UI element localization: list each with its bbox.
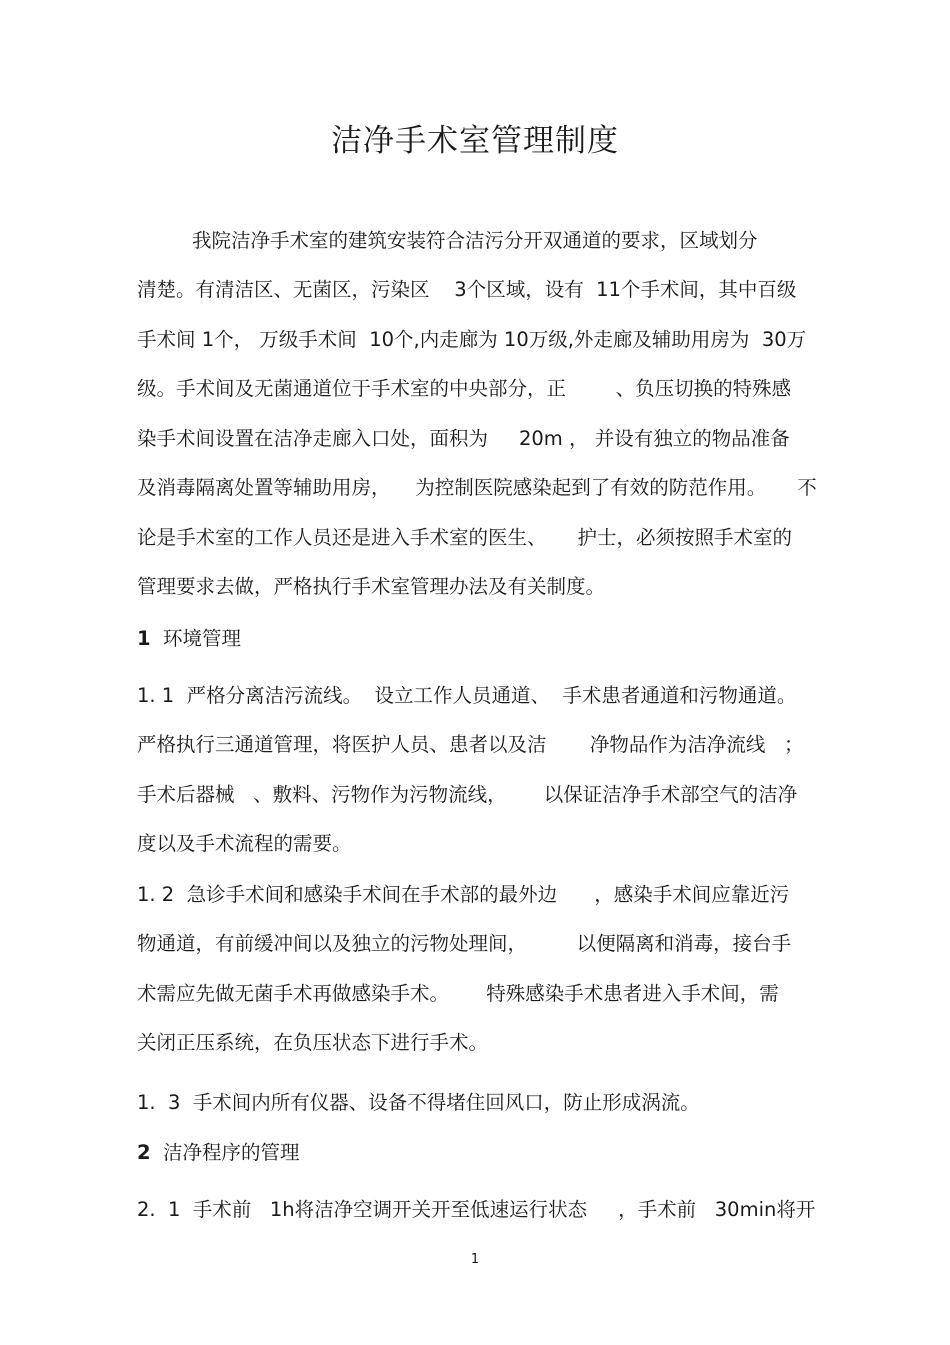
paragraph-line: 我院洁净手术室的建筑安装符合洁污分开双通道的要求，区域划分 [192, 229, 758, 252]
paragraph-line: 清楚。有清洁区、无菌区，污染区 3个区域，设有 11个手术间，其中百级 [137, 278, 797, 301]
paragraph-line: 1. 3 手术间内所有仪器、设备不得堵住回风口，防止形成涡流。 [137, 1091, 700, 1114]
paragraph-line: 及消毒隔离处置等辅助用房， 为控制医院感染起到了有效的防范作用。 不 [137, 476, 817, 499]
paragraph-line: 2. 1 手术前 1h将洁净空调开关开至低速运行状态 ，手术前 30min将开 [137, 1198, 816, 1221]
paragraph-line: 染手术间设置在洁净走廊入口处，面积为 20m ， 并设有独立的物品准备 [137, 427, 790, 450]
paragraph-line: 1. 2 急诊手术间和感染手术间在手术部的最外边 ，感染手术间应靠近污 [137, 883, 790, 906]
paragraph-line: 手术间 1个， 万级手术间 10个,内走廊为 10万级,外走廊及辅助用房为 30万 [137, 328, 807, 351]
paragraph-line: 手术后器械 、敷料、污物作为污物流线， 以保证洁净手术部空气的洁净 [137, 783, 798, 806]
section-title: 环境管理 [162, 627, 241, 650]
paragraph-line: 度以及手术流程的需要。 [137, 832, 352, 855]
section-heading-1 [137, 624, 241, 654]
section-number: 1 [137, 627, 151, 650]
paragraph-line: 术需应先做无菌手术再做感染手术。 特殊感染手术患者进入手术间，需 [137, 982, 779, 1005]
section-heading-2 [137, 1138, 300, 1168]
paragraph-line: 严格执行三通道管理，将医护人员、患者以及洁 净物品作为洁净流线 ； [137, 733, 804, 756]
paragraph-line: 1. 1 严格分离洁污流线。 设立工作人员通道、 手术患者通道和污物通道。 [137, 684, 797, 707]
section-number: 2 [137, 1141, 151, 1164]
paragraph-line: 论是手术室的工作人员还是进入手术室的医生、 护士，必须按照手术室的 [137, 526, 792, 549]
paragraph-line: 级。手术间及无菌通道位于手术室的中央部分，正 、负压切换的特殊感 [137, 377, 792, 400]
page-number: 1 [470, 1252, 480, 1267]
paragraph-line: 管理要求去做，严格执行手术室管理办法及有关制度。 [137, 575, 606, 598]
section-title: 洁净程序的管理 [162, 1141, 300, 1164]
paragraph-line: 关闭正压系统，在负压状态下进行手术。 [137, 1031, 489, 1054]
document-title: 洁净手术室管理制度 [331, 123, 619, 159]
paragraph-line: 物通道，有前缓冲间以及独立的污物处理间， 以便隔离和消毒，接台手 [137, 932, 792, 955]
